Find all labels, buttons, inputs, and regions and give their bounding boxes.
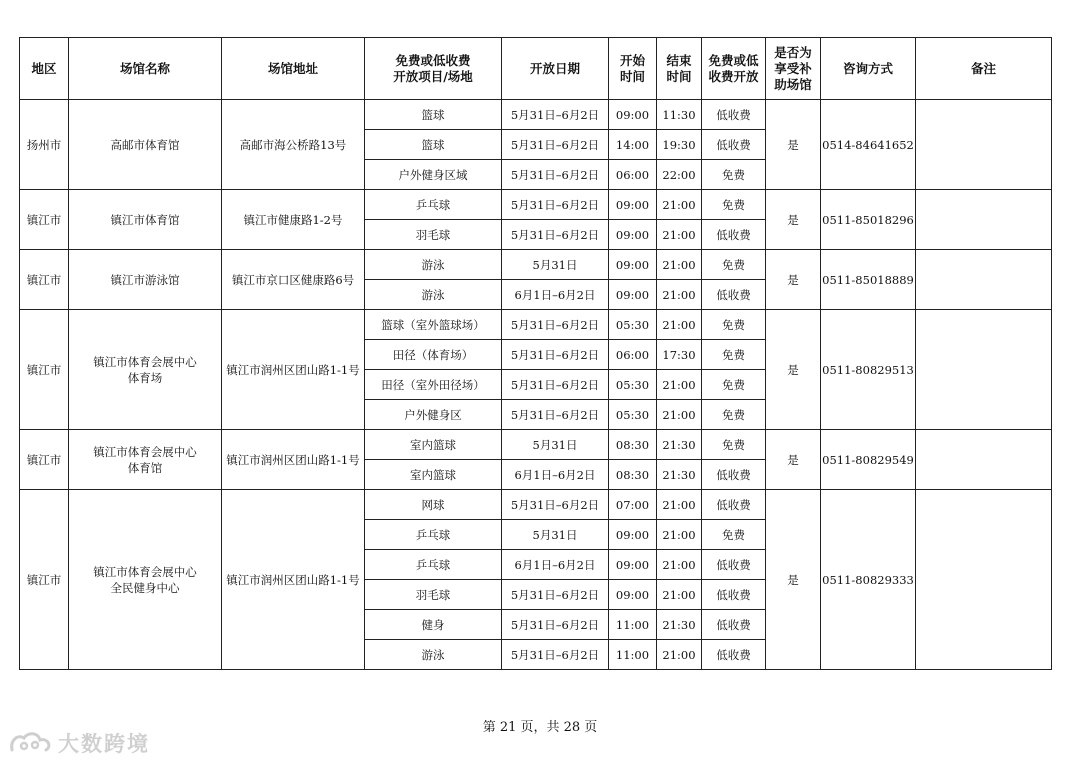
open-date-cell: 5月31日–6月2日 xyxy=(502,400,609,430)
header-open-date: 开放日期 xyxy=(502,38,609,100)
start-time-cell: 11:00 xyxy=(609,640,657,670)
open-date-cell: 5月31日–6月2日 xyxy=(502,610,609,640)
start-time-cell: 07:00 xyxy=(609,490,657,520)
region-cell: 镇江市 xyxy=(20,190,69,250)
header-row xyxy=(20,38,1052,100)
project-cell: 篮球 xyxy=(365,100,502,130)
header-remark: 备注 xyxy=(916,38,1052,100)
project-cell: 羽毛球 xyxy=(365,220,502,250)
region-cell: 镇江市 xyxy=(20,490,69,670)
watermark-logo-icon xyxy=(8,730,54,756)
open-date-cell: 5月31日 xyxy=(502,250,609,280)
project-cell: 游泳 xyxy=(365,250,502,280)
open-date-cell: 5月31日–6月2日 xyxy=(502,100,609,130)
header-contact: 咨询方式 xyxy=(821,38,916,100)
fee-type-cell: 低收费 xyxy=(702,580,766,610)
end-time-cell: 21:30 xyxy=(657,460,702,490)
region-cell: 扬州市 xyxy=(20,100,69,190)
open-date-cell: 5月31日–6月2日 xyxy=(502,580,609,610)
project-cell: 健身 xyxy=(365,610,502,640)
start-time-cell: 09:00 xyxy=(609,250,657,280)
table-row xyxy=(20,490,1052,520)
table-row xyxy=(20,310,1052,340)
remark-cell xyxy=(916,100,1052,190)
fee-type-cell: 免费 xyxy=(702,310,766,340)
venue-table xyxy=(19,37,1052,670)
venue-address-cell: 镇江市润州区团山路1-1号 xyxy=(222,430,365,490)
venue-name-cell xyxy=(69,250,222,310)
venue-address-cell: 镇江市润州区团山路1-1号 xyxy=(222,490,365,670)
venue-name-line: 镇江市体育馆 xyxy=(110,212,180,227)
project-cell: 网球 xyxy=(365,490,502,520)
open-date-cell: 5月31日–6月2日 xyxy=(502,340,609,370)
open-date-cell: 5月31日–6月2日 xyxy=(502,310,609,340)
open-date-cell: 5月31日 xyxy=(502,430,609,460)
table-row xyxy=(20,250,1052,280)
fee-type-cell: 低收费 xyxy=(702,220,766,250)
open-date-cell: 5月31日–6月2日 xyxy=(502,370,609,400)
project-cell: 室内篮球 xyxy=(365,460,502,490)
venue-name-line: 镇江市体育会展中心 xyxy=(93,444,197,459)
fee-type-cell: 免费 xyxy=(702,160,766,190)
venue-address-cell: 镇江市健康路1-2号 xyxy=(222,190,365,250)
watermark xyxy=(8,728,150,758)
table-body xyxy=(20,100,1052,670)
start-time-cell: 09:00 xyxy=(609,580,657,610)
venue-address-cell: 镇江市润州区团山路1-1号 xyxy=(222,310,365,430)
contact-cell: 0511-85018889 xyxy=(821,250,916,310)
venue-name-cell xyxy=(69,490,222,670)
subsidy-cell: 是 xyxy=(766,250,821,310)
open-date-cell: 5月31日–6月2日 xyxy=(502,130,609,160)
table-row xyxy=(20,100,1052,130)
open-date-cell: 6月1日–6月2日 xyxy=(502,550,609,580)
project-cell: 游泳 xyxy=(365,280,502,310)
region-cell: 镇江市 xyxy=(20,430,69,490)
end-time-cell: 21:30 xyxy=(657,610,702,640)
remark-cell xyxy=(916,490,1052,670)
venue-name-line: 体育场 xyxy=(127,370,163,385)
remark-cell xyxy=(916,430,1052,490)
project-cell: 户外健身区域 xyxy=(365,160,502,190)
venue-name-line: 高邮市体育馆 xyxy=(110,137,180,152)
fee-type-cell: 免费 xyxy=(702,520,766,550)
subsidy-cell: 是 xyxy=(766,190,821,250)
watermark-text: 大数跨境 xyxy=(58,732,150,756)
end-time-cell: 21:00 xyxy=(657,490,702,520)
venue-address-cell: 镇江市京口区健康路6号 xyxy=(222,250,365,310)
fee-type-cell: 低收费 xyxy=(702,610,766,640)
end-time-cell: 21:00 xyxy=(657,250,702,280)
end-time-cell: 11:30 xyxy=(657,100,702,130)
end-time-cell: 21:00 xyxy=(657,400,702,430)
fee-type-cell: 低收费 xyxy=(702,130,766,160)
end-time-cell: 19:30 xyxy=(657,130,702,160)
header-subsidy: 是否为 享受补 助场馆 xyxy=(766,38,821,100)
header-end-time: 结束 时间 xyxy=(657,38,702,100)
open-date-cell: 5月31日 xyxy=(502,520,609,550)
start-time-cell: 08:30 xyxy=(609,430,657,460)
project-cell: 田径（室外田径场） xyxy=(365,370,502,400)
fee-type-cell: 低收费 xyxy=(702,100,766,130)
page-footer: 第 21 页，共 28 页 xyxy=(482,720,598,735)
venue-name-cell xyxy=(69,430,222,490)
table-row xyxy=(20,430,1052,460)
start-time-cell: 11:00 xyxy=(609,610,657,640)
header-venue-address: 场馆地址 xyxy=(222,38,365,100)
start-time-cell: 09:00 xyxy=(609,550,657,580)
start-time-cell: 08:30 xyxy=(609,460,657,490)
fee-type-cell: 免费 xyxy=(702,400,766,430)
subsidy-cell: 是 xyxy=(766,100,821,190)
start-time-cell: 05:30 xyxy=(609,400,657,430)
project-cell: 田径（体育场） xyxy=(365,340,502,370)
venue-name-cell xyxy=(69,310,222,430)
start-time-cell: 09:00 xyxy=(609,220,657,250)
project-cell: 游泳 xyxy=(365,640,502,670)
project-cell: 乒乓球 xyxy=(365,520,502,550)
fee-type-cell: 免费 xyxy=(702,250,766,280)
open-date-cell: 5月31日–6月2日 xyxy=(502,220,609,250)
remark-cell xyxy=(916,250,1052,310)
subsidy-cell: 是 xyxy=(766,430,821,490)
remark-cell xyxy=(916,190,1052,250)
start-time-cell: 09:00 xyxy=(609,280,657,310)
fee-type-cell: 低收费 xyxy=(702,490,766,520)
end-time-cell: 21:00 xyxy=(657,580,702,610)
subsidy-cell: 是 xyxy=(766,490,821,670)
end-time-cell: 21:00 xyxy=(657,190,702,220)
venue-name-line: 镇江市体育会展中心 xyxy=(93,564,197,579)
project-cell: 乒乓球 xyxy=(365,190,502,220)
venue-name-line: 体育馆 xyxy=(127,460,163,475)
end-time-cell: 21:00 xyxy=(657,550,702,580)
region-cell: 镇江市 xyxy=(20,310,69,430)
end-time-cell: 21:00 xyxy=(657,520,702,550)
contact-cell: 0514-84641652 xyxy=(821,100,916,190)
header-region: 地区 xyxy=(20,38,69,100)
end-time-cell: 21:00 xyxy=(657,310,702,340)
project-cell: 篮球 xyxy=(365,130,502,160)
venue-name-line: 镇江市体育会展中心 xyxy=(93,354,197,369)
contact-cell: 0511-80829549 xyxy=(821,430,916,490)
project-cell: 室内篮球 xyxy=(365,430,502,460)
header-project: 免费或低收费 开放项目/场地 xyxy=(365,38,502,100)
venue-address-cell: 高邮市海公桥路13号 xyxy=(222,100,365,190)
remark-cell xyxy=(916,310,1052,430)
venue-name-cell xyxy=(69,190,222,250)
contact-cell: 0511-80829513 xyxy=(821,310,916,430)
start-time-cell: 09:00 xyxy=(609,100,657,130)
header-fee-type: 免费或低 收费开放 xyxy=(702,38,766,100)
start-time-cell: 06:00 xyxy=(609,340,657,370)
contact-cell: 0511-85018296 xyxy=(821,190,916,250)
open-date-cell: 6月1日–6月2日 xyxy=(502,460,609,490)
region-cell: 镇江市 xyxy=(20,250,69,310)
fee-type-cell: 免费 xyxy=(702,340,766,370)
end-time-cell: 21:00 xyxy=(657,220,702,250)
fee-type-cell: 低收费 xyxy=(702,460,766,490)
project-cell: 户外健身区 xyxy=(365,400,502,430)
table-row xyxy=(20,190,1052,220)
open-date-cell: 5月31日–6月2日 xyxy=(502,640,609,670)
start-time-cell: 05:30 xyxy=(609,310,657,340)
header-venue-name: 场馆名称 xyxy=(69,38,222,100)
start-time-cell: 05:30 xyxy=(609,370,657,400)
open-date-cell: 5月31日–6月2日 xyxy=(502,490,609,520)
end-time-cell: 21:00 xyxy=(657,640,702,670)
subsidy-cell: 是 xyxy=(766,310,821,430)
end-time-cell: 17:30 xyxy=(657,340,702,370)
fee-type-cell: 低收费 xyxy=(702,550,766,580)
start-time-cell: 14:00 xyxy=(609,130,657,160)
contact-cell: 0511-80829333 xyxy=(821,490,916,670)
open-date-cell: 6月1日–6月2日 xyxy=(502,280,609,310)
venue-name-cell xyxy=(69,100,222,190)
start-time-cell: 09:00 xyxy=(609,190,657,220)
open-date-cell: 5月31日–6月2日 xyxy=(502,160,609,190)
start-time-cell: 09:00 xyxy=(609,520,657,550)
fee-type-cell: 免费 xyxy=(702,370,766,400)
end-time-cell: 21:00 xyxy=(657,370,702,400)
venue-name-line: 镇江市游泳馆 xyxy=(110,272,180,287)
fee-type-cell: 免费 xyxy=(702,190,766,220)
open-date-cell: 5月31日–6月2日 xyxy=(502,190,609,220)
end-time-cell: 21:30 xyxy=(657,430,702,460)
project-cell: 篮球（室外篮球场） xyxy=(365,310,502,340)
end-time-cell: 22:00 xyxy=(657,160,702,190)
fee-type-cell: 免费 xyxy=(702,430,766,460)
start-time-cell: 06:00 xyxy=(609,160,657,190)
fee-type-cell: 低收费 xyxy=(702,640,766,670)
project-cell: 乒乓球 xyxy=(365,550,502,580)
end-time-cell: 21:00 xyxy=(657,280,702,310)
venue-name-line: 全民健身中心 xyxy=(110,580,180,595)
fee-type-cell: 低收费 xyxy=(702,280,766,310)
header-start-time: 开始 时间 xyxy=(609,38,657,100)
project-cell: 羽毛球 xyxy=(365,580,502,610)
